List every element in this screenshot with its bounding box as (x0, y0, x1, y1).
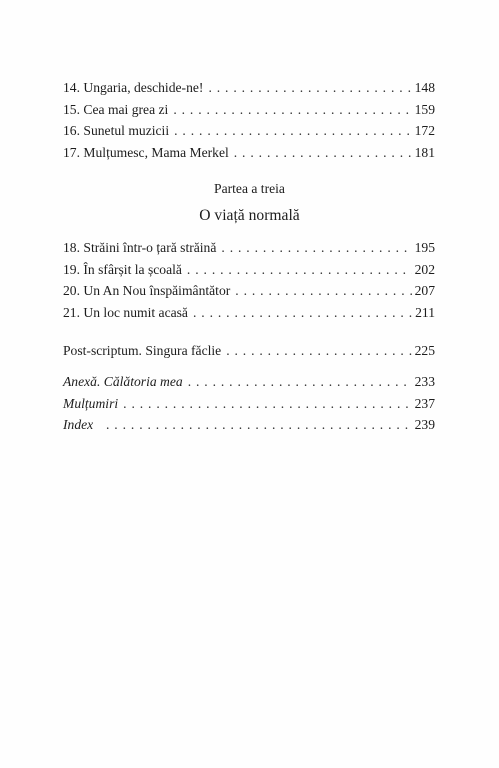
toc-part-three-list (63, 237, 435, 324)
dot-leader (208, 77, 411, 99)
dot-leader (188, 371, 412, 393)
toc-entry-acknowledgements[interactable] (63, 393, 435, 415)
toc-entry-number: 19. (63, 261, 80, 277)
toc-entry-title: Mulțumesc, Mama Merkel (83, 145, 229, 161)
toc-entry-page: 237 (414, 395, 435, 411)
part-label: Partea a treia (214, 181, 285, 196)
toc-entry[interactable] (63, 259, 435, 281)
toc-entry-title: Anexă. Călătoria mea (63, 374, 183, 389)
toc-entry[interactable] (63, 120, 435, 142)
toc-entry[interactable] (63, 237, 435, 259)
toc-entry-title: Cea mai grea zi (83, 101, 169, 117)
toc-entry-number: 14. (63, 80, 80, 95)
toc-entry-page: 233 (414, 374, 435, 389)
toc-entry-page: 172 (414, 123, 435, 139)
toc-entry-page: 195 (414, 240, 435, 255)
toc-entry[interactable] (63, 77, 435, 99)
toc-entry-title: Un loc numit acasă (83, 305, 188, 321)
toc-entry-number: 17. (63, 145, 80, 161)
toc-entry-title: Străini într-o țară străină (83, 240, 217, 255)
toc-entry-number: 18. (63, 240, 80, 255)
toc-entry-page: 239 (414, 417, 435, 433)
toc-back-matter-list (63, 371, 435, 436)
toc-entry-page: 181 (414, 145, 435, 161)
dot-leader (123, 393, 411, 415)
dot-leader (235, 280, 411, 302)
toc-entry-title: Sunetul muzicii (83, 123, 170, 139)
toc-entry-page: 148 (414, 80, 435, 95)
toc-entry-page: 202 (414, 261, 435, 277)
toc-entry-number: 20. (63, 283, 80, 299)
toc-entry-title: Index (63, 417, 94, 433)
toc-entry-appendix[interactable] (63, 371, 435, 393)
toc-entry-title: În sfârșit la școală (83, 261, 182, 277)
toc-entry[interactable] (63, 280, 435, 302)
toc-entry-title: Ungaria, deschide-ne! (83, 80, 204, 95)
toc-postscript-list (63, 340, 435, 362)
toc-entry-page: 225 (414, 343, 435, 358)
toc-entry[interactable] (63, 302, 435, 324)
toc-part-two-list (63, 77, 435, 164)
toc-entry-number: 16. (63, 123, 80, 139)
dot-leader (193, 302, 412, 324)
toc-entry[interactable] (63, 99, 435, 121)
toc-entry-postscript[interactable] (63, 340, 435, 362)
toc-entry[interactable] (63, 142, 435, 164)
toc-entry-page: 207 (414, 283, 435, 299)
part-title: O viață normală (199, 207, 300, 224)
dot-leader (173, 99, 411, 121)
dot-leader (221, 237, 411, 259)
toc-entry-title: Post-scriptum. Singura făclie (63, 343, 222, 358)
toc-entry-page: 159 (414, 101, 435, 117)
toc-entry-number: 21. (63, 305, 80, 321)
toc-entry-title: Mulțumiri (63, 395, 119, 411)
dot-leader (234, 142, 412, 164)
toc-entry-page: 211 (415, 305, 435, 321)
toc-entry-title: Un An Nou înspăimântător (83, 283, 231, 299)
toc-entry-number: 15. (63, 101, 80, 117)
dot-leader (187, 259, 412, 281)
dot-leader (226, 340, 411, 362)
dot-leader (106, 414, 412, 436)
dot-leader (174, 120, 411, 142)
toc-entry-index[interactable] (63, 414, 435, 436)
